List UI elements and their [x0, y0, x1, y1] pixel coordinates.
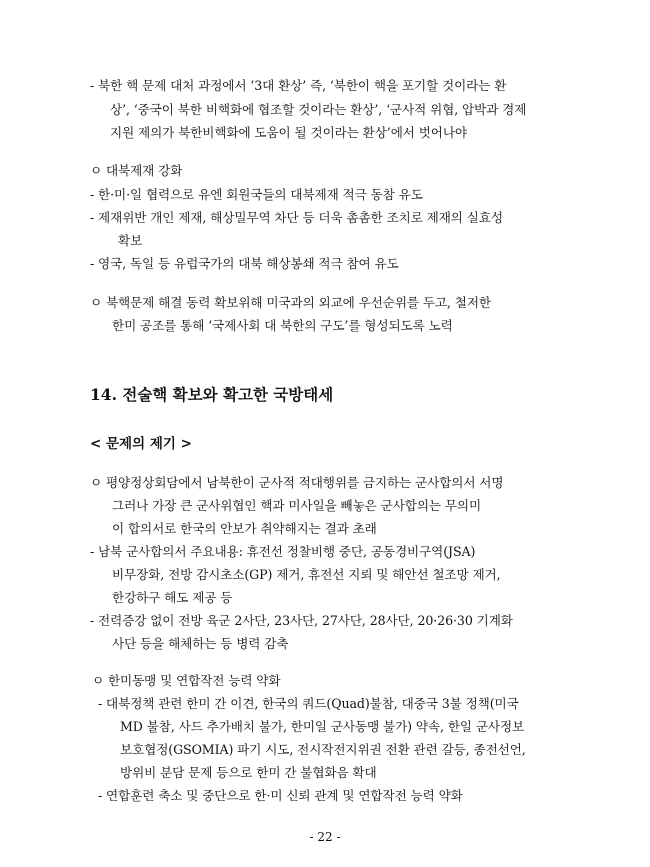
text-line: 한강하구 해도 제공 등 [112, 590, 233, 605]
bullet-heading: ㅇ 한미동맹 및 연합작전 능력 약화 [92, 673, 281, 688]
text-line: ㅇ 북핵문제 해결 동력 확보위해 미국과의 외교에 우선순위를 두고, 철저한 [90, 295, 491, 310]
text-line: MD 불참, 사드 추가배치 불가, 한미일 군사동맹 불가) 약속, 한일 군사정보 [120, 719, 525, 734]
text-line: 그러나 가장 큰 군사위협인 핵과 미사일을 빼놓은 군사합의는 무의미 [112, 498, 482, 513]
text-line: 이 합의서로 한국의 안보가 취약해지는 결과 초래 [112, 521, 377, 536]
page-number: - 22 - [309, 830, 341, 844]
bullet-heading: ㅇ 대북제재 강화 [90, 163, 183, 178]
section-title: 14. 전술핵 확보와 확고한 국방태세 [90, 385, 334, 404]
text-line: 한미 공조를 통해 ‘국제사회 대 북한의 구도’를 형성되도록 노력 [112, 318, 453, 333]
text-line: 사단 등을 해체하는 등 병력 감축 [112, 636, 289, 651]
text-line: - 연합훈련 축소 및 중단으로 한·미 신뢰 관계 및 연합작전 능력 약화 [98, 788, 463, 803]
text-line: ㅇ 평양정상회담에서 남북한이 군사적 적대행위를 금지하는 군사합의서 서명 [90, 475, 504, 490]
subsection-title: < 문제의 제기 > [90, 436, 192, 452]
text-line: - 남북 군사합의서 주요내용: 휴전선 정찰비행 중단, 공동경비구역(JSA) [90, 544, 476, 559]
text-line: 확보 [118, 233, 143, 248]
text-line: 비무장화, 전방 감시초소(GP) 제거, 휴전선 지뢰 및 해안선 철조망 제거, [112, 567, 501, 582]
text-line: - 영국, 독일 등 유럽국가의 대북 해상봉쇄 적극 참여 유도 [90, 256, 399, 271]
text-line: - 전력증강 없이 전방 육군 2사단, 23사단, 27사단, 28사단, 20·26·30 기계화 [90, 613, 513, 628]
text-line: - 한·미·일 협력으로 유엔 회원국들의 대북제재 적극 동참 유도 [90, 187, 423, 202]
text-line: 상’, ‘중국이 북한 비핵화에 협조할 것이라는 환상’, ‘군사적 위협, 압박과 경제 [110, 102, 527, 117]
text-line: 보호협정(GSOMIA) 파기 시도, 전시작전지위권 전환 관련 갈등, 종전선언, [120, 742, 526, 757]
text-line: - 대북정책 관련 한미 간 이견, 한국의 쿼드(Quad)불참, 대중국 3불 정책(미국 [98, 696, 519, 711]
text-line: - 북한 핵 문제 대처 과정에서 ‘3대 환상’ 즉, ‘북한이 핵을 포기할 것이라는 환 [90, 78, 507, 93]
text-line: - 제재위반 개인 제재, 해상밀무역 차단 등 더욱 촘촘한 조치로 제재의 실효성 [90, 210, 503, 225]
text-line: 지원 제의가 북한비핵화에 도움이 될 것이라는 환상’에서 벗어나야 [110, 125, 467, 140]
text-line: 방위비 분담 문제 등으로 한미 간 불협화음 확대 [120, 765, 377, 780]
